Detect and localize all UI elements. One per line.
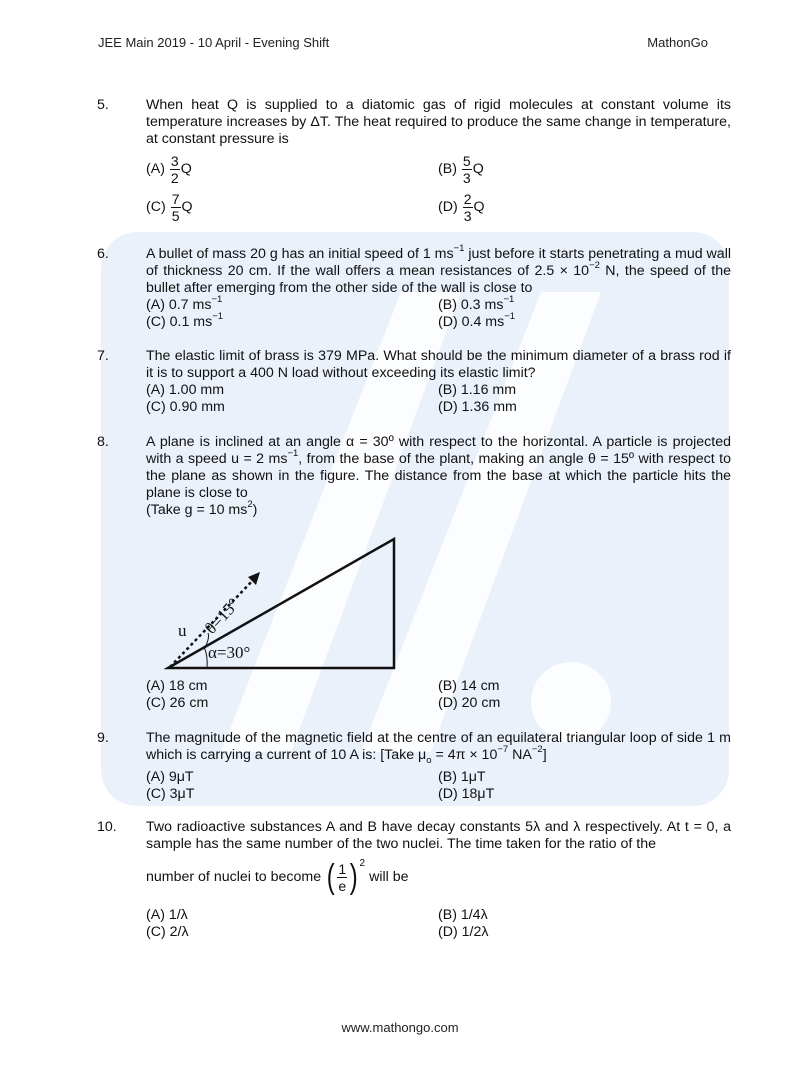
option-d[interactable]: (D) 18μT [438,785,495,802]
question-number: 5. [97,97,109,113]
ratio-fraction: ( $\frac{1}{e}$ ) 2 [326,857,366,896]
question-6 [97,243,731,331]
fraction: $\frac{5}{3}$ [462,152,471,186]
question-5 [97,97,731,226]
question-stem-continued: number of nuclei to become ( $\frac{1}{e}$ ) 2 will be [146,857,409,896]
question-stem: The elastic limit of brass is 379 MPa. What should be the minimum diameter of a brass rod if it is to support a 400 N load without exceeding its elastic limit? [146,348,731,381]
question-10 [97,819,731,941]
question-number: 7. [97,348,109,364]
alpha-label: α=30° [208,643,251,662]
option-c[interactable]: (C) 0.1 $ms^{-1}$ [146,311,224,330]
option-c[interactable]: (C) 2/λ [146,924,189,940]
option-b[interactable]: (B) 1/4λ [438,907,488,923]
question-number: 8. [97,434,109,450]
alpha-arc [204,647,207,668]
question-stem: The magnitude of the magnetic field at the centre of an equilateral triangular loop of side 1 m which is carrying a current of 10 A is: [Take $\mu_o = 4\pi \times 10^{-7}$ $NA^{-2}$] [146,730,731,766]
option-d[interactable]: (D) 0.4 $ms^{-1}$ [438,311,516,330]
option-a[interactable]: (A) 1/λ [146,907,188,923]
question-stem: When heat Q is supplied to a diatomic gas of rigid molecules at constant volume its temperature increases by ΔT. The heat required to produce the same change in temperature, at constant pressure is [146,97,731,147]
incline-triangle [168,539,394,668]
option-a[interactable]: (A) 18 cm [146,678,208,694]
option-c[interactable]: (C) 3μT [146,785,195,802]
option-b[interactable]: (B) $\frac{5}{3}$ Q [438,152,484,186]
given-value: (Take g = 10 $ms^2$) [146,499,258,518]
option-a[interactable]: (A) 9μT [146,768,194,785]
fraction: $\frac{7}{5}$ [171,190,180,224]
option-b[interactable]: (B) 0.3 $ms^{-1}$ [438,294,515,313]
question-number: 10. [97,819,117,835]
option-a[interactable]: (A) $\frac{3}{2}$ Q [146,152,192,186]
question-number: 9. [97,730,109,746]
question-7 [97,348,731,416]
u-label: u [178,621,187,640]
question-stem: Two radioactive substances A and B have decay constants 5λ and λ respectively. At t = 0, a sample has the same number of the two nuclei. The time taken for the ratio of the [146,819,731,852]
question-stem: A plane is inclined at an angle α = 30º with respect to the horizontal. A particle is projected with a speed u = 2 $ms^{-1}$, from the base of the plant, making an angle θ = 15º with respect to the plane as shown in the figure. The distance from the base at which the particle hits the plane is close to [146,434,731,501]
option-d[interactable]: (D) $\frac{2}{3}$ Q [438,190,485,224]
question-stem: A bullet of mass 20 g has an initial speed of 1 $ms^{-1}$ just before it starts penetrating a mud wall of thickness 20 cm. If the wall offers a mean resistances of $2.5 \times 10^{-2}$ N, the speed of the bullet after emerging from the other side of the wall is close to [146,243,731,296]
option-a[interactable]: (A) 1.00 mm [146,382,225,398]
option-c[interactable]: (C) $\frac{7}{5}$ Q [146,190,193,224]
option-d[interactable]: (D) 1/2λ [438,924,489,940]
theta-label: θ=15° [201,594,244,638]
option-b[interactable]: (B) 1μT [438,768,486,785]
fraction: $\frac{3}{2}$ [170,152,179,186]
inclined-plane-figure [164,525,404,675]
option-d[interactable]: (D) 20 cm [438,695,501,711]
option-d[interactable]: (D) 1.36 mm [438,399,517,415]
option-b[interactable]: (B) 14 cm [438,678,500,694]
question-9 [97,730,731,803]
footer-url[interactable]: www.mathongo.com [341,1020,459,1035]
question-number: 6. [97,246,109,262]
option-c[interactable]: (C) 26 cm [146,695,209,711]
exam-title: JEE Main 2019 - 10 April - Evening Shift [98,35,330,50]
option-c[interactable]: (C) 0.90 mm [146,399,225,415]
fraction: $\frac{2}{3}$ [463,190,472,224]
option-a[interactable]: (A) 0.7 $ms^{-1}$ [146,294,223,313]
option-b[interactable]: (B) 1.16 mm [438,382,517,398]
brand-name: MathonGo [647,35,708,50]
question-8 [97,434,731,712]
